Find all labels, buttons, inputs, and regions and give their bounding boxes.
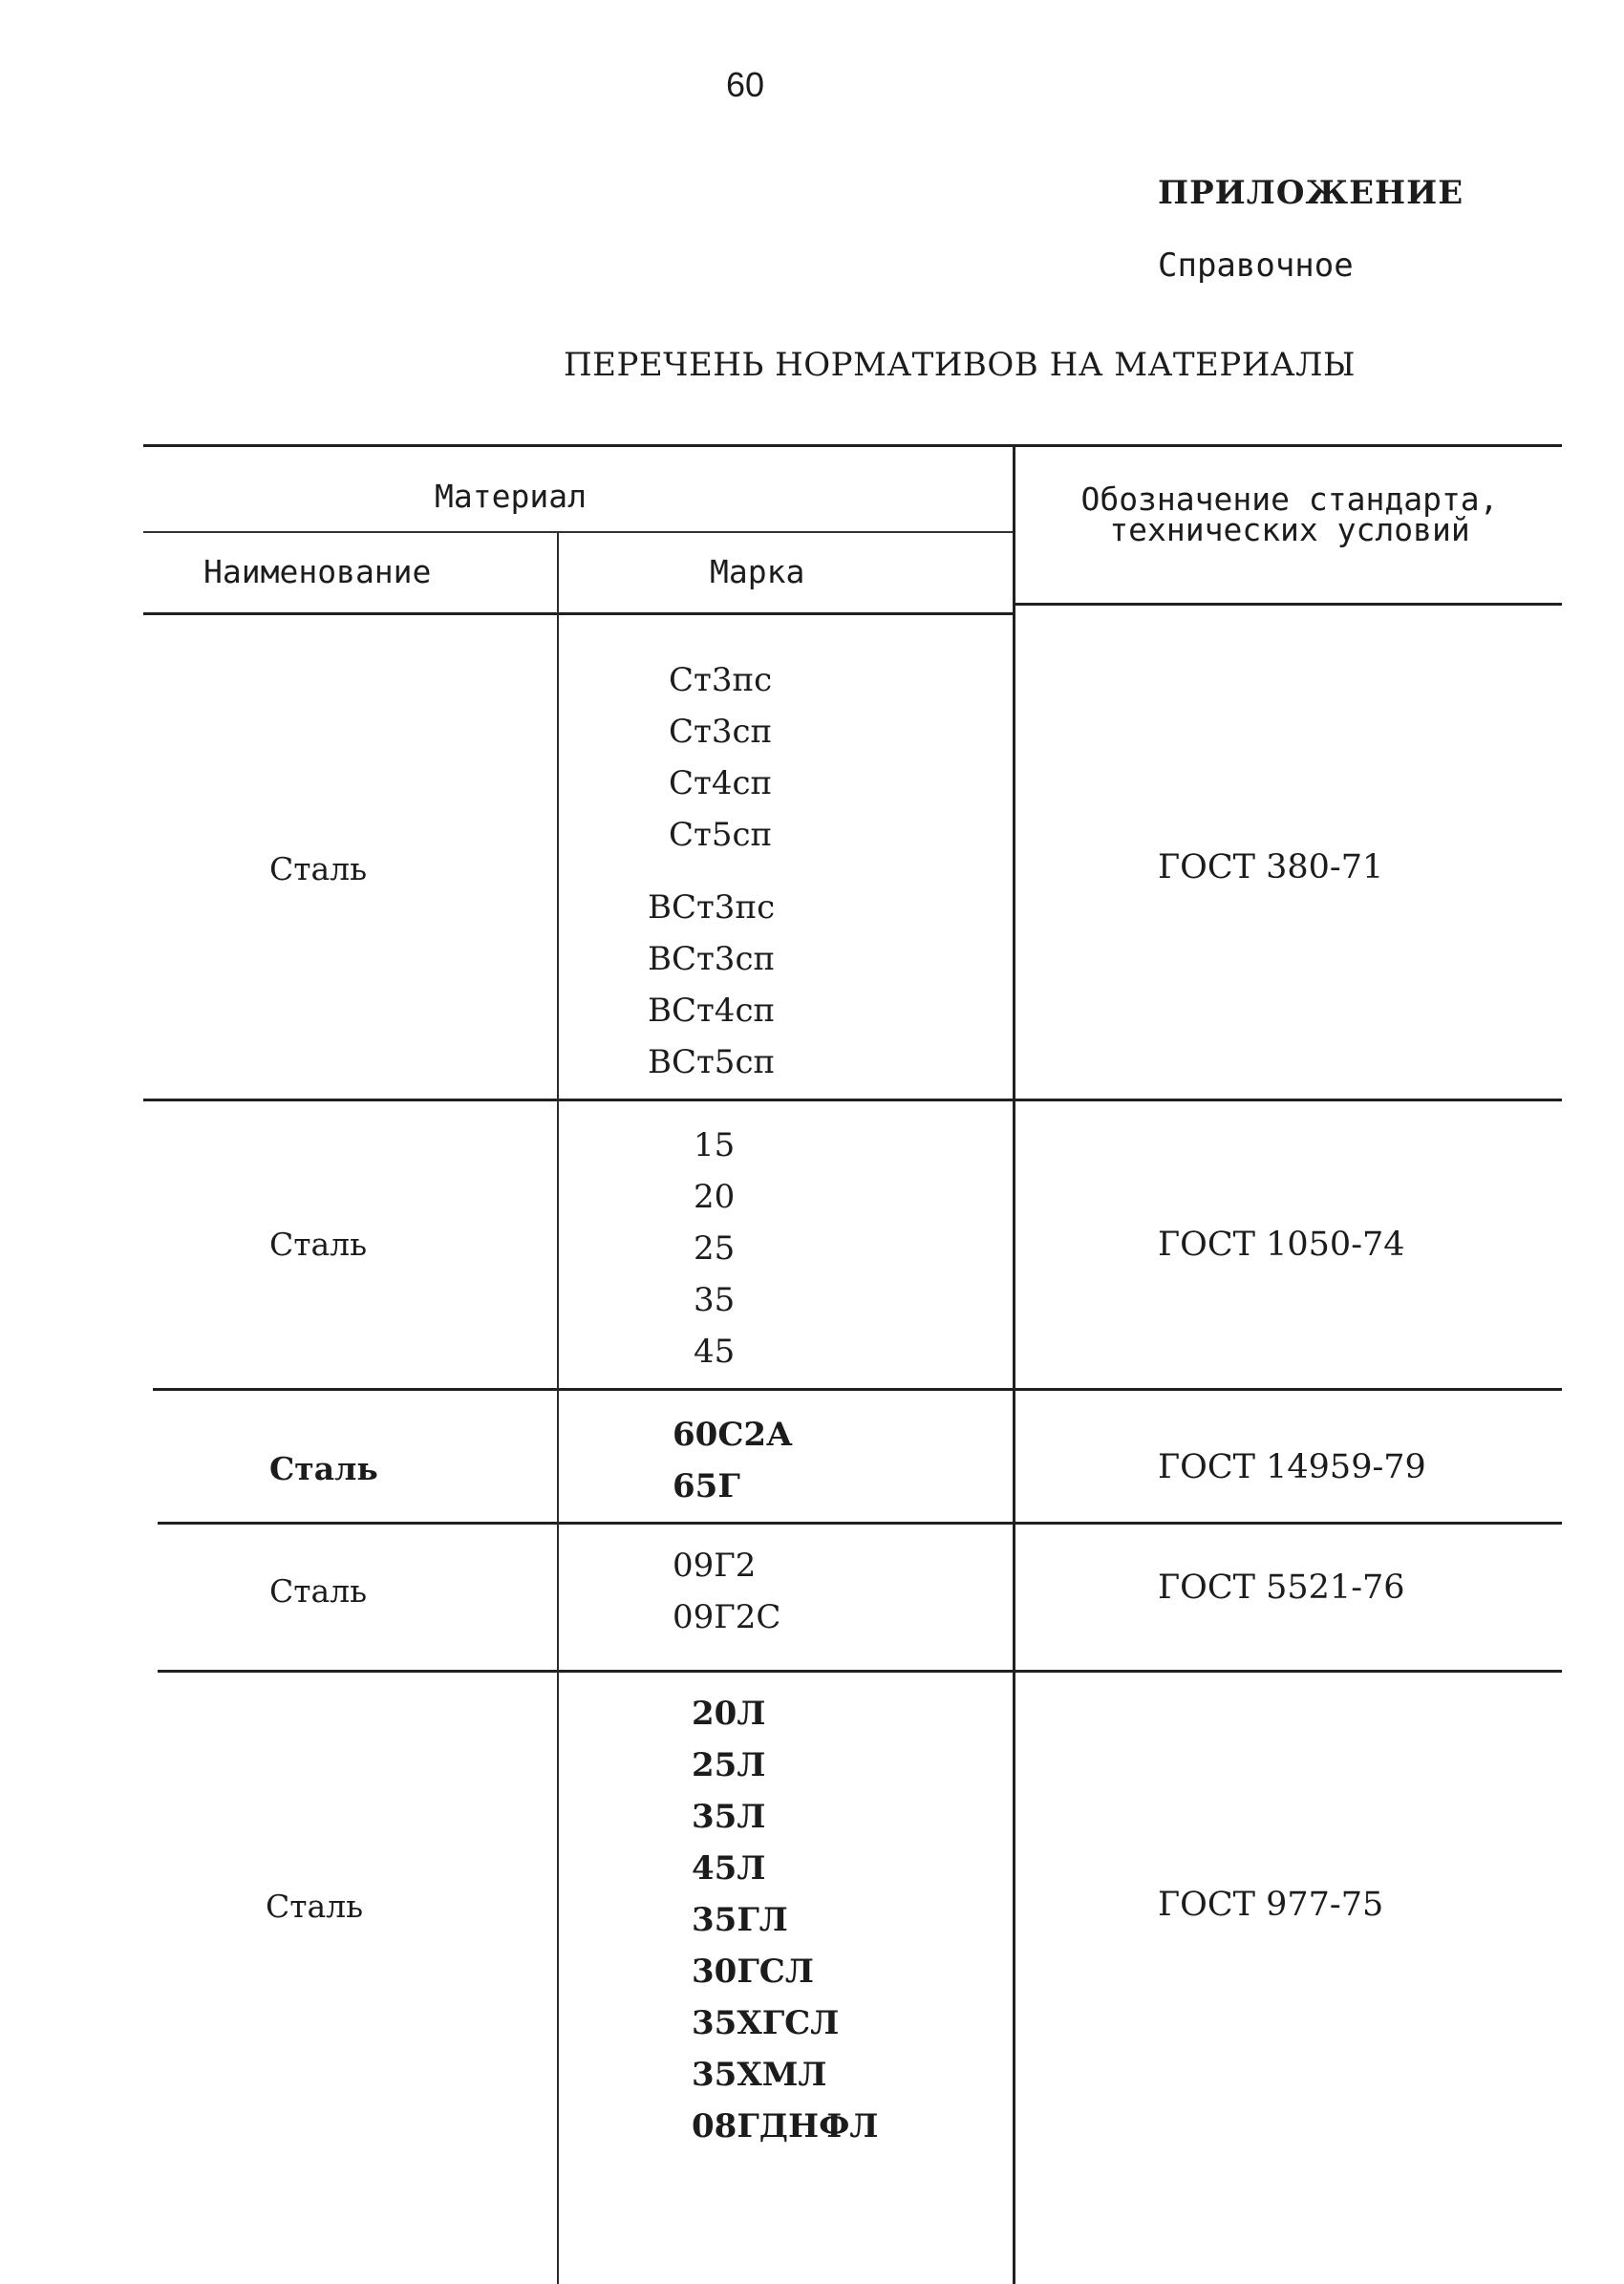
header-bottom-rule [143,612,1015,615]
grade-item: 35 [694,1281,736,1319]
page-number: 60 [726,65,765,104]
grade-item: 45 [694,1333,736,1371]
material-header-rule [143,531,1015,533]
row-4-grades [673,1540,780,1643]
column-rule-name-grade [557,533,559,2284]
row-1-name: Сталь [269,850,368,887]
header-standard: Обозначение стандарта, технических условий [1080,480,1499,548]
grade-item: Ст5сп [669,816,773,854]
grade-item: ВСт3пс [648,888,776,927]
row-rule-4 [158,1670,1562,1673]
grade-item: ВСт5сп [648,1043,776,1081]
grade-item: 15 [694,1126,736,1164]
grade-item: ВСт4сп [648,992,776,1030]
row-4-name: Сталь [269,1572,368,1610]
grade-item: 65Г [673,1467,740,1505]
row-rule-2 [153,1388,1562,1391]
row-2-grades [694,1120,735,1377]
header-bottom-rule-right [1015,603,1562,606]
header-grade: Марка [710,553,805,590]
grade-item: 35ХМЛ [692,2056,827,2094]
grade-item: 09Г2 [673,1547,757,1585]
grade-item: 20 [694,1178,736,1216]
grade-item: 30ГСЛ [692,1953,814,1991]
row-5-standard: ГОСТ 977-75 [1158,1886,1384,1924]
row-4-standard: ГОСТ 5521-76 [1158,1569,1405,1607]
grade-item: 08ГДНФЛ [692,2107,879,2145]
grade-item: 25Л [692,1746,766,1784]
grade-item: 25 [694,1229,736,1268]
row-rule-3 [158,1522,1562,1525]
table-top-rule [143,444,1562,447]
grade-item: Ст3пс [669,661,773,699]
grade-item: Ст3сп [669,713,773,751]
row-3-name: Сталь [269,1450,378,1487]
grade-item: 35ХГСЛ [692,2004,840,2042]
row-rule-1 [143,1099,1562,1101]
grade-item: ВСт3сп [648,940,776,978]
row-1-standard: ГОСТ 380-71 [1158,848,1384,886]
table-title: ПЕРЕЧЕНЬ НОРМАТИВОВ НА МАТЕРИАЛЫ [564,346,1356,384]
grade-item: Ст4сп [669,764,773,802]
appendix-subtitle: Справочное [1158,246,1354,285]
grade-item: 60С2А [673,1416,793,1454]
header-name: Наименование [203,553,432,590]
row-5-grades [692,1688,878,2152]
column-rule-grade-standard [1013,444,1015,2284]
row-2-name: Сталь [269,1226,368,1263]
grade-item: 45Л [692,1849,766,1888]
appendix-title: ПРИЛОЖЕНИЕ [1158,174,1464,212]
grade-item: 09Г2С [673,1598,781,1636]
row-2-standard: ГОСТ 1050-74 [1158,1226,1405,1264]
grade-item: 35Л [692,1798,766,1836]
row-5-name: Сталь [266,1888,364,1925]
row-3-standard: ГОСТ 14959-79 [1158,1448,1426,1486]
grade-item: 20Л [692,1695,766,1733]
row-1-grades [648,654,775,1088]
header-material: Материал [435,478,587,515]
row-3-grades [673,1409,793,1512]
grade-item: 35ГЛ [692,1901,788,1939]
